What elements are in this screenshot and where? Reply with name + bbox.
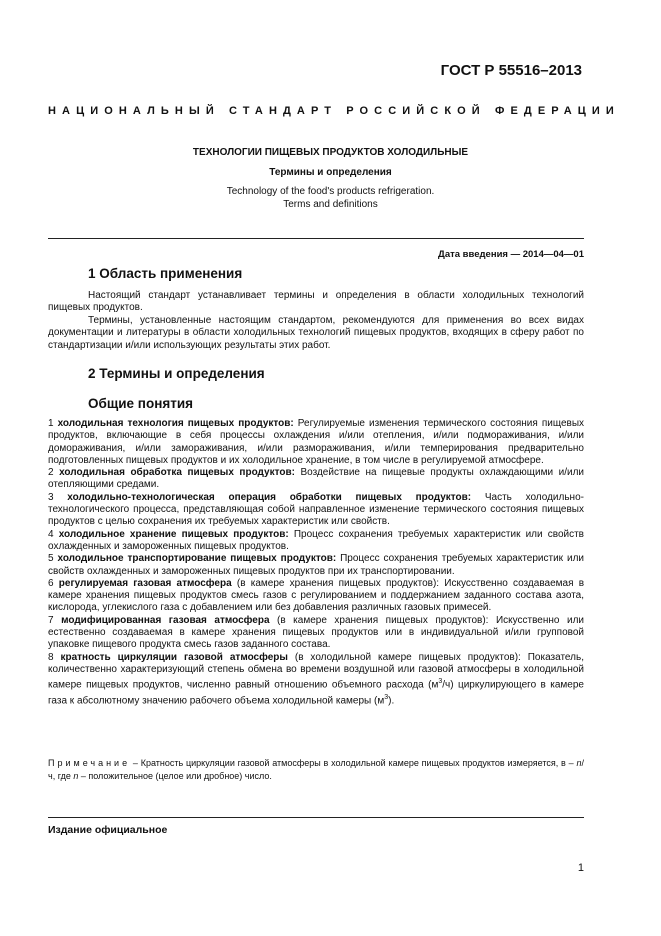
official-edition: Издание официальное xyxy=(48,824,168,836)
title-en-sub: Terms and definitions xyxy=(283,199,378,210)
section2-subheading: Общие понятия xyxy=(88,396,194,411)
footer-divider xyxy=(48,817,584,818)
term-definition: (в камере хранения пищевых продуктов): Искусственно создаваемая в камере хранения пищевых продуктов смесь газов с регулированием и поддержанием заданного состава азота, кислорода, углекислого газа с добавлением или без добавления различных газовых примесей. xyxy=(48,577,585,614)
section1-heading: 1 Область применения xyxy=(88,266,243,281)
term-number: 4 xyxy=(48,528,54,540)
title-en-main: Technology of the food's products refrigeration. xyxy=(226,186,435,197)
section1-paragraph-2: Термины, установленные настоящим стандартом, рекомендуются для применения во всех видах документации и литературы в области холодильных технологий пищевых продуктов, входящих в сферу работ по стандартизации и/или использующих результаты этих работ. xyxy=(48,315,584,351)
note-block xyxy=(48,757,584,782)
term-number: 8 xyxy=(48,651,54,663)
term-number: 6 xyxy=(48,577,54,589)
term-entry-1 xyxy=(48,418,584,467)
standard-number: ГОСТ Р 55516–2013 xyxy=(440,62,582,79)
note-text: – положительное (целое или дробное) число. xyxy=(78,770,272,781)
term-label: холодильно-технологическая операция обработки пищевых продуктов: xyxy=(67,491,472,503)
national-standard-banner: НАЦИОНАЛЬНЫЙ СТАНДАРТ РОССИЙСКОЙ ФЕДЕРАЦИИ xyxy=(48,105,620,117)
term-definition: Часть холодильно-технологического процесса, представляющая собой направленное изменение термического состояния пищевых продуктов с целью сохранения их требуемых характеристик или свойств. xyxy=(48,491,584,528)
term-number: 2 xyxy=(48,467,54,479)
term-label: холодильная обработка пищевых продуктов: xyxy=(59,467,295,479)
note-variable: n xyxy=(576,758,582,768)
section2-heading: 2 Термины и определения xyxy=(88,366,265,381)
superscript: 3 xyxy=(384,693,389,701)
term-number: 7 xyxy=(48,614,54,626)
term-entry-7 xyxy=(48,615,584,652)
term-label: холодильная технология пищевых продуктов: xyxy=(57,418,294,429)
term-entry-4 xyxy=(48,529,584,554)
term-definition: Процесс сохранения требуемых характеристик или свойств охлажденных и замороженных пищевых продуктов. xyxy=(48,528,584,552)
note-text: /ч, где xyxy=(48,758,584,781)
term-definition: Регулируемые изменения термического состояния пищевых продуктов, включающие в себя процессы охлаждения и/или отепления, и/или подмораживания, и/или домораживания, и/или замораживания, и/или размораживания, и/или темперирования предварительно подготовленных пищевых продуктов и их холодильное хранение, в том числе в регулируемой атмосфере. xyxy=(48,418,585,466)
term-label: кратность циркуляции газовой атмосферы xyxy=(60,651,288,663)
page-number: 1 xyxy=(577,862,584,874)
intro-date: Дата введения — 2014—04—01 xyxy=(438,249,584,260)
superscript: 3 xyxy=(438,678,443,686)
term-entry-8 xyxy=(48,652,584,708)
term-definition: (в холодильной камере пищевых продуктов): Показатель, количественно характеризующий степень обмена во времени воздушной или газовой атмосферы в холодильной камере пищевых продуктов, численно равный отношению объемного расхода (м xyxy=(48,651,584,691)
note-label: Примечание xyxy=(48,758,131,768)
term-definition-cont: /ч) циркулирующего в камере газа к абсолютному значению рабочего объема холодильной камеры (м xyxy=(48,679,584,707)
term-entry-3 xyxy=(48,492,584,529)
note-text: – Кратность циркуляции газовой атмосферы в холодильной камере пищевых продуктов измеряется, в – xyxy=(130,758,577,768)
term-entry-6 xyxy=(48,578,584,615)
title-ru-main: ТЕХНОЛОГИИ ПИЩЕВЫХ ПРОДУКТОВ ХОЛОДИЛЬНЫЕ xyxy=(192,147,469,158)
term-entry-2 xyxy=(48,467,584,492)
title-ru-sub: Термины и определения xyxy=(269,167,392,178)
term-definition-end: ). xyxy=(388,695,395,707)
term-definition: (в камере хранения пищевых продуктов): Искусственно или естественно создаваемая в камере хранения пищевых продуктов или в индивидуальной и/или групповой упаковке пищевого продукта смесь газов заданного состава. xyxy=(48,614,584,651)
term-definition: Процесс сохранения требуемых характеристик или свойств охлажденных и замороженных пищевых продуктов при их транспортировании. xyxy=(48,553,584,577)
term-label: холодильное хранение пищевых продуктов: xyxy=(58,528,289,540)
terms-list xyxy=(48,418,584,707)
term-number: 3 xyxy=(48,491,54,503)
title-divider xyxy=(48,238,584,239)
term-number: 1 xyxy=(48,418,54,429)
term-entry-5 xyxy=(48,553,584,578)
term-label: модифицированная газовая атмосфера xyxy=(61,614,270,626)
note-variable: n xyxy=(73,770,79,781)
term-label: холодильное транспортирование пищевых продуктов: xyxy=(57,553,337,565)
section1-paragraph-1: Настоящий стандарт устанавливает термины и определения в области холодильных технологий пищевых продуктов. xyxy=(48,290,584,314)
term-definition: Воздействие на пищевые продукты охлаждающими и/или отепляющими средами. xyxy=(48,467,584,491)
term-label: регулируемая газовая атмосфера xyxy=(58,577,232,589)
term-number: 5 xyxy=(48,553,54,565)
